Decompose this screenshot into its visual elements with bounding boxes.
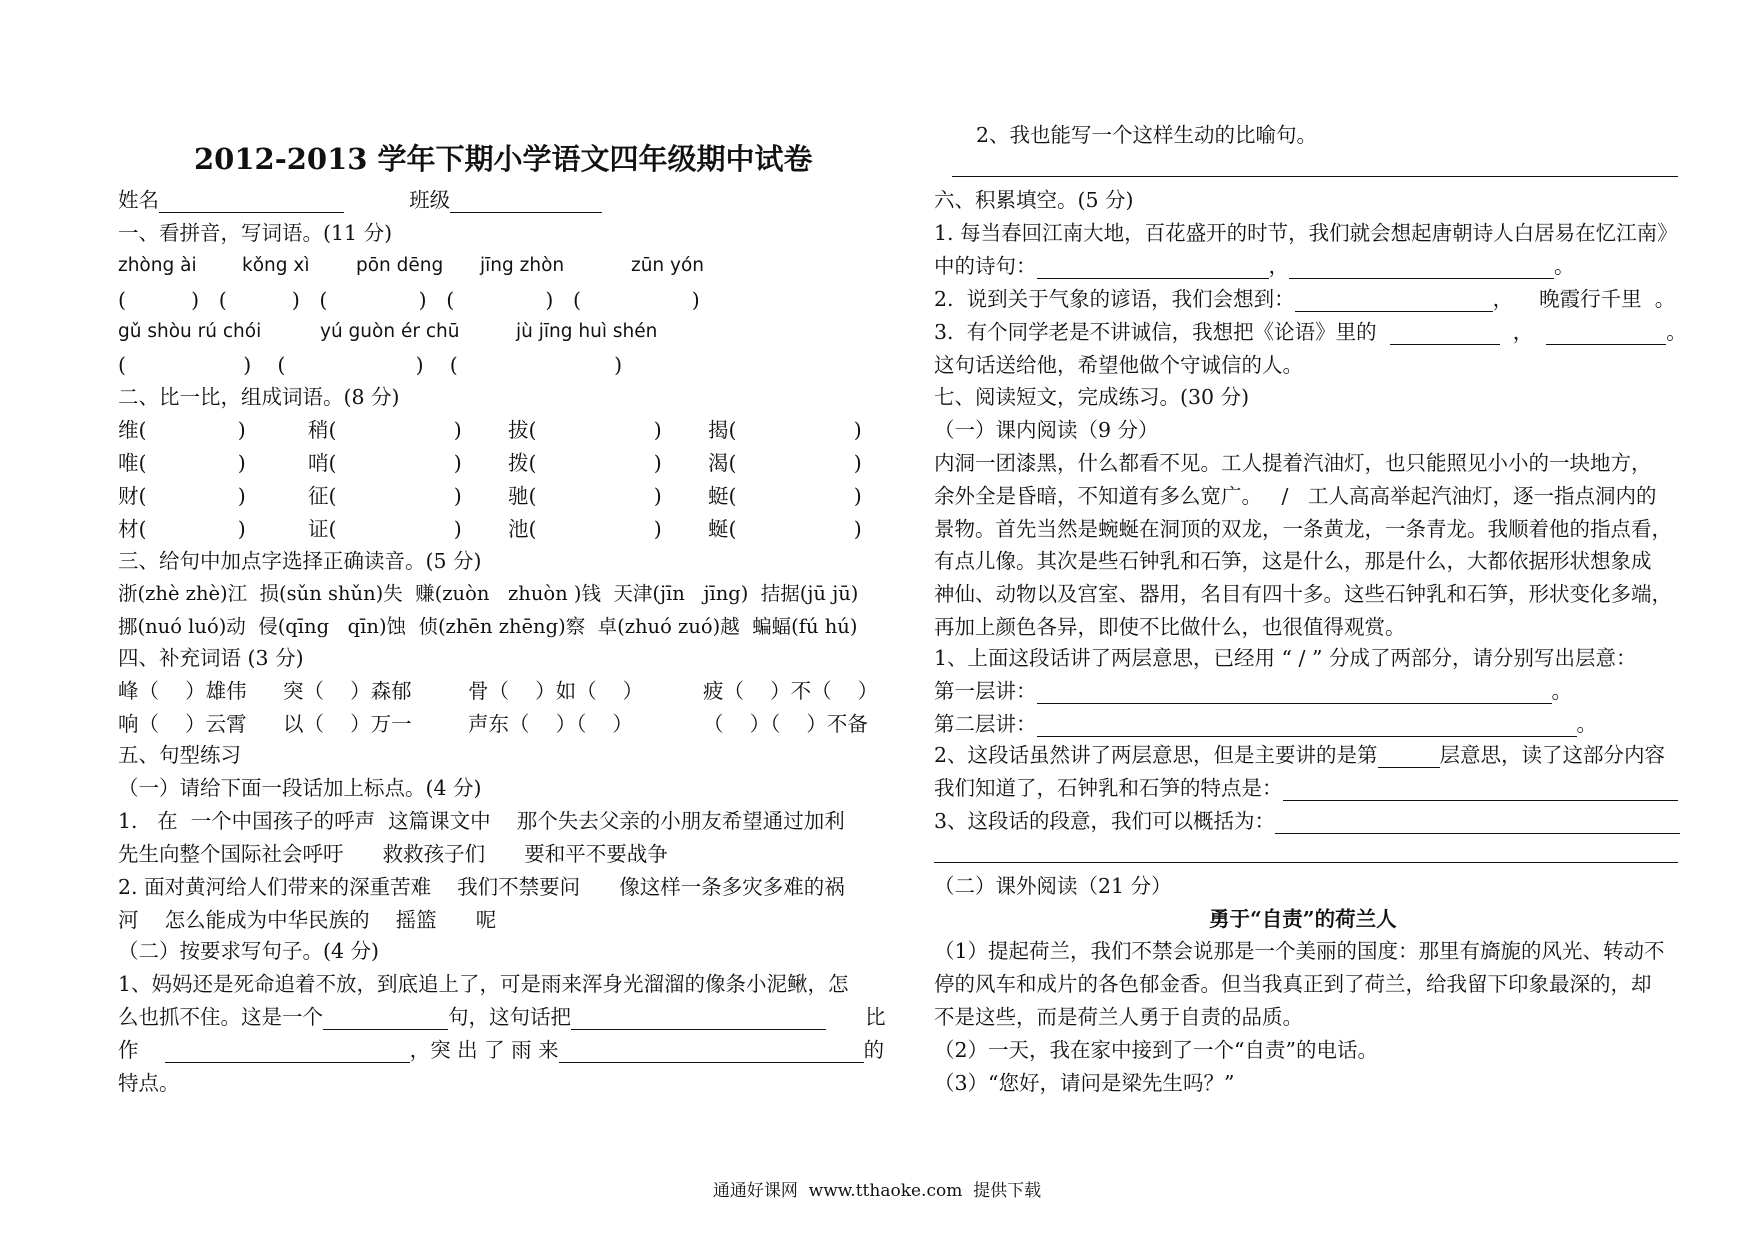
layer-line: 第二层讲： 。 <box>934 712 1597 736</box>
article-line: （3）“您好，请问是梁先生吗？” <box>934 1071 1235 1095</box>
idiom-blank[interactable]: 峰（ ）雄伟 <box>118 679 247 703</box>
compare-char: 财 <box>118 484 139 508</box>
pinyin-item: kǒng xì <box>242 255 310 276</box>
idiom-blank[interactable]: 响（ ）云霄 <box>118 712 247 736</box>
passage-line: 景物。首先当然是蜿蜒在洞顶的双龙，一条黄龙，一条青龙。我顺着他的指点看， <box>934 517 1672 541</box>
subsection-heading: （二）按要求写句子。(4 分) <box>118 939 380 963</box>
compared-object-blank[interactable] <box>571 1009 826 1030</box>
article-line: （1）提起荷兰，我们不禁会说那是一个美丽的国度：那里有旖旎的风光、转动不 <box>934 939 1665 963</box>
subsection-heading: （一）课内阅读（9 分） <box>934 418 1159 442</box>
compare-char: 唯 <box>118 451 139 475</box>
article-line: 不是这些，而是荷兰人勇于自责的品质。 <box>934 1005 1303 1029</box>
passage-line: 内洞一团漆黑，什么都看不见。工人提着汽油灯，也只能照见小小的一块地方， <box>934 451 1652 475</box>
exam-page: 2012-2013 学年下期小学语文四年级期中试卷 姓名 班级 一、看拼音，写词语。(11 分) zhòng ài kǒng xì pōn dēng jīng zhòn zūn yón ( ) ( ) ( ) ( ) ( ) gǔ shòu rú chói yú guòn ér chū jù jīng huì shén ( ) ( ) ( ) 二、比一比，组成词语。(8 分) 维( ) 稍( ) 拔( ) 揭( ) 唯( ) 哨( ) 拨( ) 渴( ) 财( ) 征( ) 驰( ) 蜓( ) 材( ) 证( ) 池( ) 蜒( ) 三、给句中加点字选择正确读音。(5 分) 浙(zhè zhè)江 损(sǔn shǔn)失 赚(zuòn zhuòn )钱 天津(jīn jīng) 拮据(jū jū) 挪(nuó luó)动 侵(qīng qīn)蚀 侦(zhēn zhēng)察 卓(zhuó zuó)越 蝙蝠(fú hú) 四、补充词语 (3 分) 峰（ ）雄伟 突（ ）森郁 骨（ ）如（ ） 疲（ ）不（ ） 响（ ）云霄 以（ ）万一 声东（ ）（ ） （ ）（ ）不备 五、句型练习 （一）请给下面一段话加上标点。(4 分) 1. 在 一个中国孩子的呼声 这篇课文中 那个失去父亲的小朋友希望通过加利 先生向整个国际社会呼吁 救救孩子们 要和平不要战争 2. 面对黄河给人们带来的深重苦难 我们不禁要问 像这样一条多灾多难的祸 河 怎么能成为中华民族的 摇篮 呢 （二）按要求写句子。(4 分) 1、妈妈还是死命追着不放，到底追上了，可是雨来浑身光溜溜的像条小泥鳅，怎 么也抓不住。这是一个 句，这句话把 比 作 ，突 出 了 雨 来 的 特点。 2、我也能写一个这样生动的比喻句。 六、积累填空。(5 分) 1. 每当春回江南大地，百花盛开的时节，我们就会想起唐朝诗人白居易在忆江南》 中的诗句： ， 。 2. 说到关于气象的谚语，我们会想到： ， 晚霞行千里 。 3. 有个同学老是不讲诚信，我想把《论语》里的 ， 。 这句话送给他，希望他做个守诚信的人。 七、阅读短文，完成练习。(30 分) （一）课内阅读（9 分） 内洞一团漆黑，什么都看不见。工人提着汽油灯，也只能照见小小的一块地方， 余外全是昏暗，不知道有多么宽广。 / 工人高高举起汽油灯，逐一指点洞内的 景物。首先当然是蜿蜒在洞顶的双龙，一条黄龙，一条青龙。我顺着他的指点看， 有点儿像。其次是些石钟乳和石笋，这是什么，那是什么，大都依据形状想象成 神仙、动物以及宫室、器用，名目有四十多。这些石钟乳和石笋，形状变化多端， 再加上颜色各异，即使不比做什么，也很值得观赏。 1、上面这段话讲了两层意思，已经用 “ / ” 分成了两部分，请分别写出层意： 第一层讲： 。 第二层讲： 。 2、这段话虽然讲了两层意思，但是主要讲的是第 层意思，读了这部分内容 我们知道了，石钟乳和石笋的特点是： 3、这段话的段意，我们可以概括为： （二）课外阅读（21 分） 勇于“自责”的荷兰人 （1）提起荷兰，我们不禁会说那是一个美丽的国度：那里有旖旎的风光、转动不 停的风车和成片的各色郁金香。但当我真正到了荷兰，给我留下印象最深的，却 不是这些，而是荷兰人勇于自责的品质。 （2）一天，我在家中接到了一个“自责”的电话。 （3）“您好，请问是梁先生吗？” 通通好课网 www.tthaoke.com 提供下载 <box>0 0 1754 1240</box>
exam-title: 2012-2013 学年下期小学语文四年级期中试卷 <box>194 142 813 176</box>
accumulation-question: 这句话送给他，希望他做个守诚信的人。 <box>934 353 1303 377</box>
passage-line: 有点儿像。其次是些石钟乳和石笋，这是什么，那是什么，大都依据形状想象成 <box>934 549 1652 573</box>
simile-question: 2、我也能写一个这样生动的比喻句。 <box>976 123 1318 147</box>
section-4-heading: 四、补充词语 (3 分) <box>118 646 304 670</box>
accumulation-question: 1. 每当春回江南大地，百花盛开的时节，我们就会想起唐朝诗人白居易在忆江南》 <box>934 221 1678 245</box>
student-info-line <box>118 187 602 213</box>
article-title: 勇于“自责”的荷兰人 <box>1209 907 1397 931</box>
subsection-heading: （一）请给下面一段话加上标点。(4 分) <box>118 776 482 800</box>
analects-blank[interactable] <box>1390 324 1500 345</box>
idiom-blank[interactable]: 突（ ）森郁 <box>283 679 412 703</box>
proverb-blank[interactable] <box>1295 291 1493 312</box>
feature-answer-blank[interactable] <box>1283 780 1678 801</box>
footer-watermark: 通通好课网 www.tthaoke.com 提供下载 <box>712 1181 1042 1201</box>
reading-question-line: 2、这段话虽然讲了两层意思，但是主要讲的是第 层意思，读了这部分内容 <box>934 743 1666 767</box>
compare-char: 维 <box>118 418 139 442</box>
analects-blank[interactable] <box>1546 324 1666 345</box>
sentence-question-line: 么也抓不住。这是一个 句，这句话把 比 <box>118 1005 886 1029</box>
layer-number-blank[interactable] <box>1378 747 1440 768</box>
compared-to-blank[interactable] <box>165 1042 410 1063</box>
passage-line: 神仙、动物以及宫室、器用，名目有四十多。这些石钟乳和石笋，形状变化多端， <box>934 582 1672 606</box>
idiom-blank[interactable]: （ ）（ ）不备 <box>703 712 868 736</box>
article-line: 停的风车和成片的各色郁金香。但当我真正到了荷兰，给我留下印象最深的，却 <box>934 972 1652 996</box>
reading-question-line: 我们知道了，石钟乳和石笋的特点是： <box>934 775 1678 801</box>
pinyin-item: jīng zhòn <box>480 255 565 276</box>
sentence-question-line: 特点。 <box>118 1071 180 1095</box>
accumulation-question-line: 中的诗句： ， 。 <box>934 254 1575 278</box>
pinyin-item: zūn yón <box>631 255 705 276</box>
sentence-question: 1、妈妈还是死命追着不放，到底追上了，可是雨来浑身光溜溜的像条小泥鳅，怎 <box>118 972 849 996</box>
pinyin-item: jù jīng huì shén <box>516 321 658 342</box>
reading-question-line: 3、这段话的段意，我们可以概括为： <box>934 808 1680 834</box>
pinyin-item: pōn dēng <box>356 255 444 276</box>
section-5-heading: 五、句型练习 <box>118 743 241 767</box>
answer-brackets-1[interactable]: ( ) ( ) ( ) ( ) ( ) <box>118 288 700 312</box>
poem-blank[interactable] <box>1289 258 1554 279</box>
layer-line: 第一层讲： 。 <box>934 679 1572 703</box>
layer-2-blank[interactable] <box>1037 716 1577 737</box>
article-line: （2）一天，我在家中接到了一个“自责”的电话。 <box>934 1038 1379 1062</box>
poem-blank[interactable] <box>1037 258 1269 279</box>
compare-char: 池 <box>508 517 529 541</box>
pronunciation-line: 挪(nuó luó)动 侵(qīng qīn)蚀 侦(zhēn zhēng)察 卓(zhuó zuó)越 蝙蝠(fú hú) <box>118 615 858 638</box>
punctuation-passage: 2. 面对黄河给人们带来的深重苦难 我们不禁要问 像这样一条多灾多难的祸 <box>118 875 845 899</box>
section-6-heading: 六、积累填空。(5 分) <box>934 188 1134 212</box>
idiom-blank[interactable]: 骨（ ）如（ ） <box>468 679 644 703</box>
main-idea-blank[interactable] <box>1275 813 1680 834</box>
compare-char: 揭 <box>708 418 729 442</box>
class-label: 班级 <box>409 188 451 212</box>
name-blank[interactable] <box>159 192 344 213</box>
compare-char: 稍 <box>308 418 329 442</box>
compare-char: 哨 <box>308 451 329 475</box>
pinyin-item: yú guòn ér chū <box>320 321 460 342</box>
answer-brackets-2[interactable]: ( ) ( ) ( ) <box>118 353 623 377</box>
compare-char: 蜓 <box>708 484 729 508</box>
class-blank[interactable] <box>450 192 602 213</box>
compare-char: 征 <box>308 484 329 508</box>
punctuation-passage: 河 怎么能成为中华民族的 摇篮 呢 <box>118 908 497 932</box>
punctuation-passage: 1. 在 一个中国孩子的呼声 这篇课文中 那个失去父亲的小朋友希望通过加利 <box>118 809 845 833</box>
compare-char: 材 <box>118 517 139 541</box>
pronunciation-line: 浙(zhè zhè)江 损(sǔn shǔn)失 赚(zuòn zhuòn )钱 天津(jīn jīng) 拮据(jū jū) <box>118 582 859 605</box>
idiom-blank[interactable]: 疲（ ）不（ ） <box>703 679 879 703</box>
name-label: 姓名 <box>118 188 159 212</box>
idiom-blank[interactable]: 以（ ）万一 <box>283 712 412 736</box>
compare-char: 拔 <box>508 418 529 442</box>
section-2-heading: 二、比一比，组成词语。(8 分) <box>118 385 400 409</box>
compare-char: 拨 <box>508 451 529 475</box>
accumulation-question-line: 2. 说到关于气象的谚语，我们会想到： ， 晚霞行千里 。 <box>934 287 1676 311</box>
sentence-type-blank[interactable] <box>323 1009 448 1030</box>
punctuation-passage: 先生向整个国际社会呼吁 救救孩子们 要和平不要战争 <box>118 842 668 866</box>
pinyin-item: zhòng ài <box>118 255 197 276</box>
sentence-question-line: 作 ，突 出 了 雨 来 的 <box>118 1038 885 1062</box>
layer-1-blank[interactable] <box>1037 683 1552 704</box>
passage-line: 再加上颜色各异，即使不比做什么，也很值得观赏。 <box>934 615 1406 639</box>
compare-char: 渴 <box>708 451 729 475</box>
reading-question: 1、上面这段话讲了两层意思，已经用 “ / ” 分成了两部分，请分别写出层意： <box>934 646 1637 670</box>
compare-char: 蜒 <box>708 517 729 541</box>
section-3-heading: 三、给句中加点字选择正确读音。(5 分) <box>118 549 482 573</box>
compare-char: 驰 <box>508 484 529 508</box>
pinyin-item: gǔ shòu rú chói <box>118 321 262 342</box>
compare-char: 证 <box>308 517 329 541</box>
main-idea-answer-line[interactable] <box>934 862 1678 863</box>
simile-answer-line[interactable] <box>952 176 1678 177</box>
passage-line: 余外全是昏暗，不知道有多么宽广。 / 工人高高举起汽油灯，逐一指点洞内的 <box>934 484 1657 508</box>
subsection-heading: （二）课外阅读（21 分） <box>934 874 1172 898</box>
section-7-heading: 七、阅读短文，完成练习。(30 分) <box>934 385 1250 409</box>
idiom-blank[interactable]: 声东（ ）（ ） <box>468 712 633 736</box>
section-1-heading: 一、看拼音，写词语。(11 分) <box>118 221 393 245</box>
feature-blank[interactable] <box>559 1042 864 1063</box>
accumulation-question-line: 3. 有个同学老是不讲诚信，我想把《论语》里的 ， 。 <box>934 320 1687 344</box>
